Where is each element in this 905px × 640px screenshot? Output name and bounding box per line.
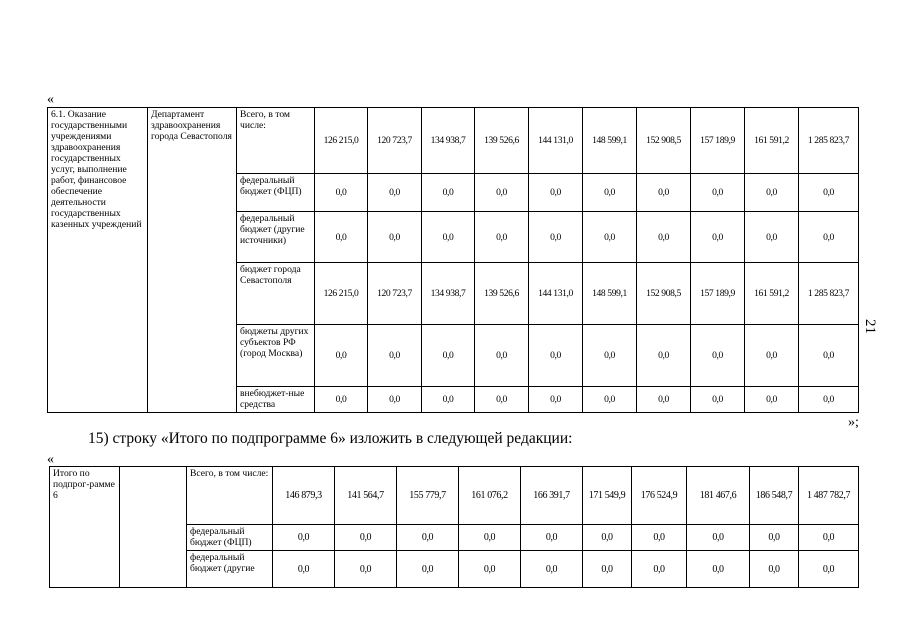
amount-cell: 0,0 bbox=[529, 174, 583, 212]
amount-cell: 139 526,6 bbox=[475, 108, 529, 174]
amount-cell: 0,0 bbox=[273, 551, 335, 588]
amount-cell: 0,0 bbox=[691, 174, 745, 212]
amount-cell: 0,0 bbox=[368, 387, 422, 413]
amount-cell: 120 723,7 bbox=[368, 108, 422, 174]
funding-source-label: бюджеты других субъектов РФ (город Москва) bbox=[237, 325, 315, 387]
amount-cell: 0,0 bbox=[799, 525, 859, 551]
amount-cell: 0,0 bbox=[691, 212, 745, 263]
budget-table-total-6 bbox=[49, 466, 859, 588]
amount-cell: 0,0 bbox=[459, 551, 521, 588]
amount-cell: 0,0 bbox=[583, 174, 637, 212]
amount-cell: 0,0 bbox=[397, 551, 459, 588]
amount-cell: 0,0 bbox=[745, 387, 799, 413]
funding-source-label: бюджет города Севастополя bbox=[237, 263, 315, 325]
amount-cell: 0,0 bbox=[745, 325, 799, 387]
amount-cell: 0,0 bbox=[368, 174, 422, 212]
amount-cell: 144 131,0 bbox=[529, 108, 583, 174]
amount-cell: 0,0 bbox=[315, 325, 368, 387]
amount-cell: 161 591,2 bbox=[745, 263, 799, 325]
amount-cell: 0,0 bbox=[529, 212, 583, 263]
amount-cell: 126 215,0 bbox=[315, 108, 368, 174]
amount-cell: 0,0 bbox=[583, 325, 637, 387]
amount-cell: 148 599,1 bbox=[583, 108, 637, 174]
funding-source-label: Всего, в том числе: bbox=[237, 108, 315, 174]
amount-cell: 171 549,9 bbox=[583, 467, 632, 525]
amount-cell: 0,0 bbox=[459, 525, 521, 551]
amount-cell: 120 723,7 bbox=[368, 263, 422, 325]
amount-cell: 0,0 bbox=[745, 174, 799, 212]
amount-cell: 0,0 bbox=[315, 387, 368, 413]
funding-source-label: федеральный бюджет (ФЦП) bbox=[237, 174, 315, 212]
amount-cell: 126 215,0 bbox=[315, 263, 368, 325]
amount-cell: 161 076,2 bbox=[459, 467, 521, 525]
amount-cell: 0,0 bbox=[583, 387, 637, 413]
amount-cell: 0,0 bbox=[799, 551, 859, 588]
amount-cell: 181 467,6 bbox=[687, 467, 750, 525]
executor-cell: Департамент здравоохранения города Севастополя bbox=[148, 108, 237, 413]
amount-cell: 0,0 bbox=[637, 174, 691, 212]
amount-cell: 0,0 bbox=[273, 525, 335, 551]
amount-cell: 0,0 bbox=[583, 551, 632, 588]
amount-cell: 152 908,5 bbox=[637, 108, 691, 174]
amount-cell: 0,0 bbox=[799, 387, 859, 413]
amount-cell: 0,0 bbox=[691, 387, 745, 413]
amount-cell: 0,0 bbox=[422, 212, 475, 263]
funding-source-label: федеральный бюджет (другие bbox=[187, 551, 273, 588]
amount-cell: 1 285 823,7 bbox=[799, 108, 859, 174]
amount-cell: 0,0 bbox=[422, 387, 475, 413]
amount-cell: 139 526,6 bbox=[475, 263, 529, 325]
funding-source-label: Всего, в том числе: bbox=[187, 467, 273, 525]
budget-table-6-1 bbox=[47, 107, 859, 413]
amount-cell: 0,0 bbox=[637, 212, 691, 263]
amount-cell: 0,0 bbox=[687, 551, 750, 588]
amount-cell: 0,0 bbox=[475, 174, 529, 212]
amount-cell: 161 591,2 bbox=[745, 108, 799, 174]
amount-cell: 0,0 bbox=[750, 551, 799, 588]
table-row bbox=[48, 108, 859, 174]
open-quote: « bbox=[47, 92, 54, 107]
amount-cell: 186 548,7 bbox=[750, 467, 799, 525]
page-number: 21 bbox=[862, 319, 878, 334]
amount-cell: 0,0 bbox=[422, 325, 475, 387]
amount-cell: 0,0 bbox=[637, 387, 691, 413]
amount-cell: 0,0 bbox=[397, 525, 459, 551]
close-quote: »; bbox=[848, 415, 859, 430]
activity-cell: 6.1. Оказание государственными учреждениями здравоохранения государственных услуг, выполнение работ, финансовое обеспечение деятельности государственных казенных учреждений bbox=[48, 108, 148, 413]
amount-cell: 0,0 bbox=[475, 325, 529, 387]
amount-cell: 157 189,9 bbox=[691, 108, 745, 174]
amount-cell: 1 285 823,7 bbox=[799, 263, 859, 325]
amount-cell: 0,0 bbox=[799, 212, 859, 263]
amount-cell: 1 487 782,7 bbox=[799, 467, 859, 525]
amount-cell: 0,0 bbox=[475, 387, 529, 413]
amount-cell: 0,0 bbox=[521, 525, 583, 551]
amount-cell: 0,0 bbox=[632, 551, 687, 588]
funding-source-label: внебюджет-ные средства bbox=[237, 387, 315, 413]
amount-cell: 0,0 bbox=[691, 325, 745, 387]
amount-cell: 134 938,7 bbox=[422, 263, 475, 325]
amount-cell: 0,0 bbox=[521, 551, 583, 588]
amount-cell: 152 908,5 bbox=[637, 263, 691, 325]
amount-cell: 0,0 bbox=[335, 551, 397, 588]
table-row bbox=[50, 467, 859, 525]
amount-cell: 0,0 bbox=[745, 212, 799, 263]
amount-cell: 0,0 bbox=[799, 325, 859, 387]
amount-cell: 0,0 bbox=[750, 525, 799, 551]
amount-cell: 166 391,7 bbox=[521, 467, 583, 525]
amount-cell: 0,0 bbox=[315, 212, 368, 263]
amount-cell: 0,0 bbox=[632, 525, 687, 551]
amount-cell: 0,0 bbox=[799, 174, 859, 212]
amount-cell: 155 779,7 bbox=[397, 467, 459, 525]
amount-cell: 134 938,7 bbox=[422, 108, 475, 174]
section-heading: 15) строку «Итого по подпрограмме 6» изложить в следующей редакции: bbox=[88, 430, 573, 447]
amount-cell: 0,0 bbox=[529, 387, 583, 413]
amount-cell: 141 564,7 bbox=[335, 467, 397, 525]
amount-cell: 0,0 bbox=[529, 325, 583, 387]
amount-cell: 157 189,9 bbox=[691, 263, 745, 325]
amount-cell: 176 524,9 bbox=[632, 467, 687, 525]
amount-cell: 0,0 bbox=[687, 525, 750, 551]
open-quote: « bbox=[47, 452, 54, 467]
amount-cell: 0,0 bbox=[335, 525, 397, 551]
amount-cell: 144 131,0 bbox=[529, 263, 583, 325]
amount-cell: 0,0 bbox=[583, 525, 632, 551]
amount-cell: 0,0 bbox=[368, 212, 422, 263]
amount-cell: 0,0 bbox=[583, 212, 637, 263]
amount-cell: 146 879,3 bbox=[273, 467, 335, 525]
amount-cell: 0,0 bbox=[368, 325, 422, 387]
funding-source-label: федеральный бюджет (ФЦП) bbox=[187, 525, 273, 551]
executor-cell bbox=[120, 467, 187, 588]
amount-cell: 148 599,1 bbox=[583, 263, 637, 325]
activity-cell: Итого по подпрог-рамме 6 bbox=[50, 467, 120, 588]
amount-cell: 0,0 bbox=[637, 325, 691, 387]
amount-cell: 0,0 bbox=[422, 174, 475, 212]
amount-cell: 0,0 bbox=[315, 174, 368, 212]
funding-source-label: федеральный бюджет (другие источники) bbox=[237, 212, 315, 263]
amount-cell: 0,0 bbox=[475, 212, 529, 263]
